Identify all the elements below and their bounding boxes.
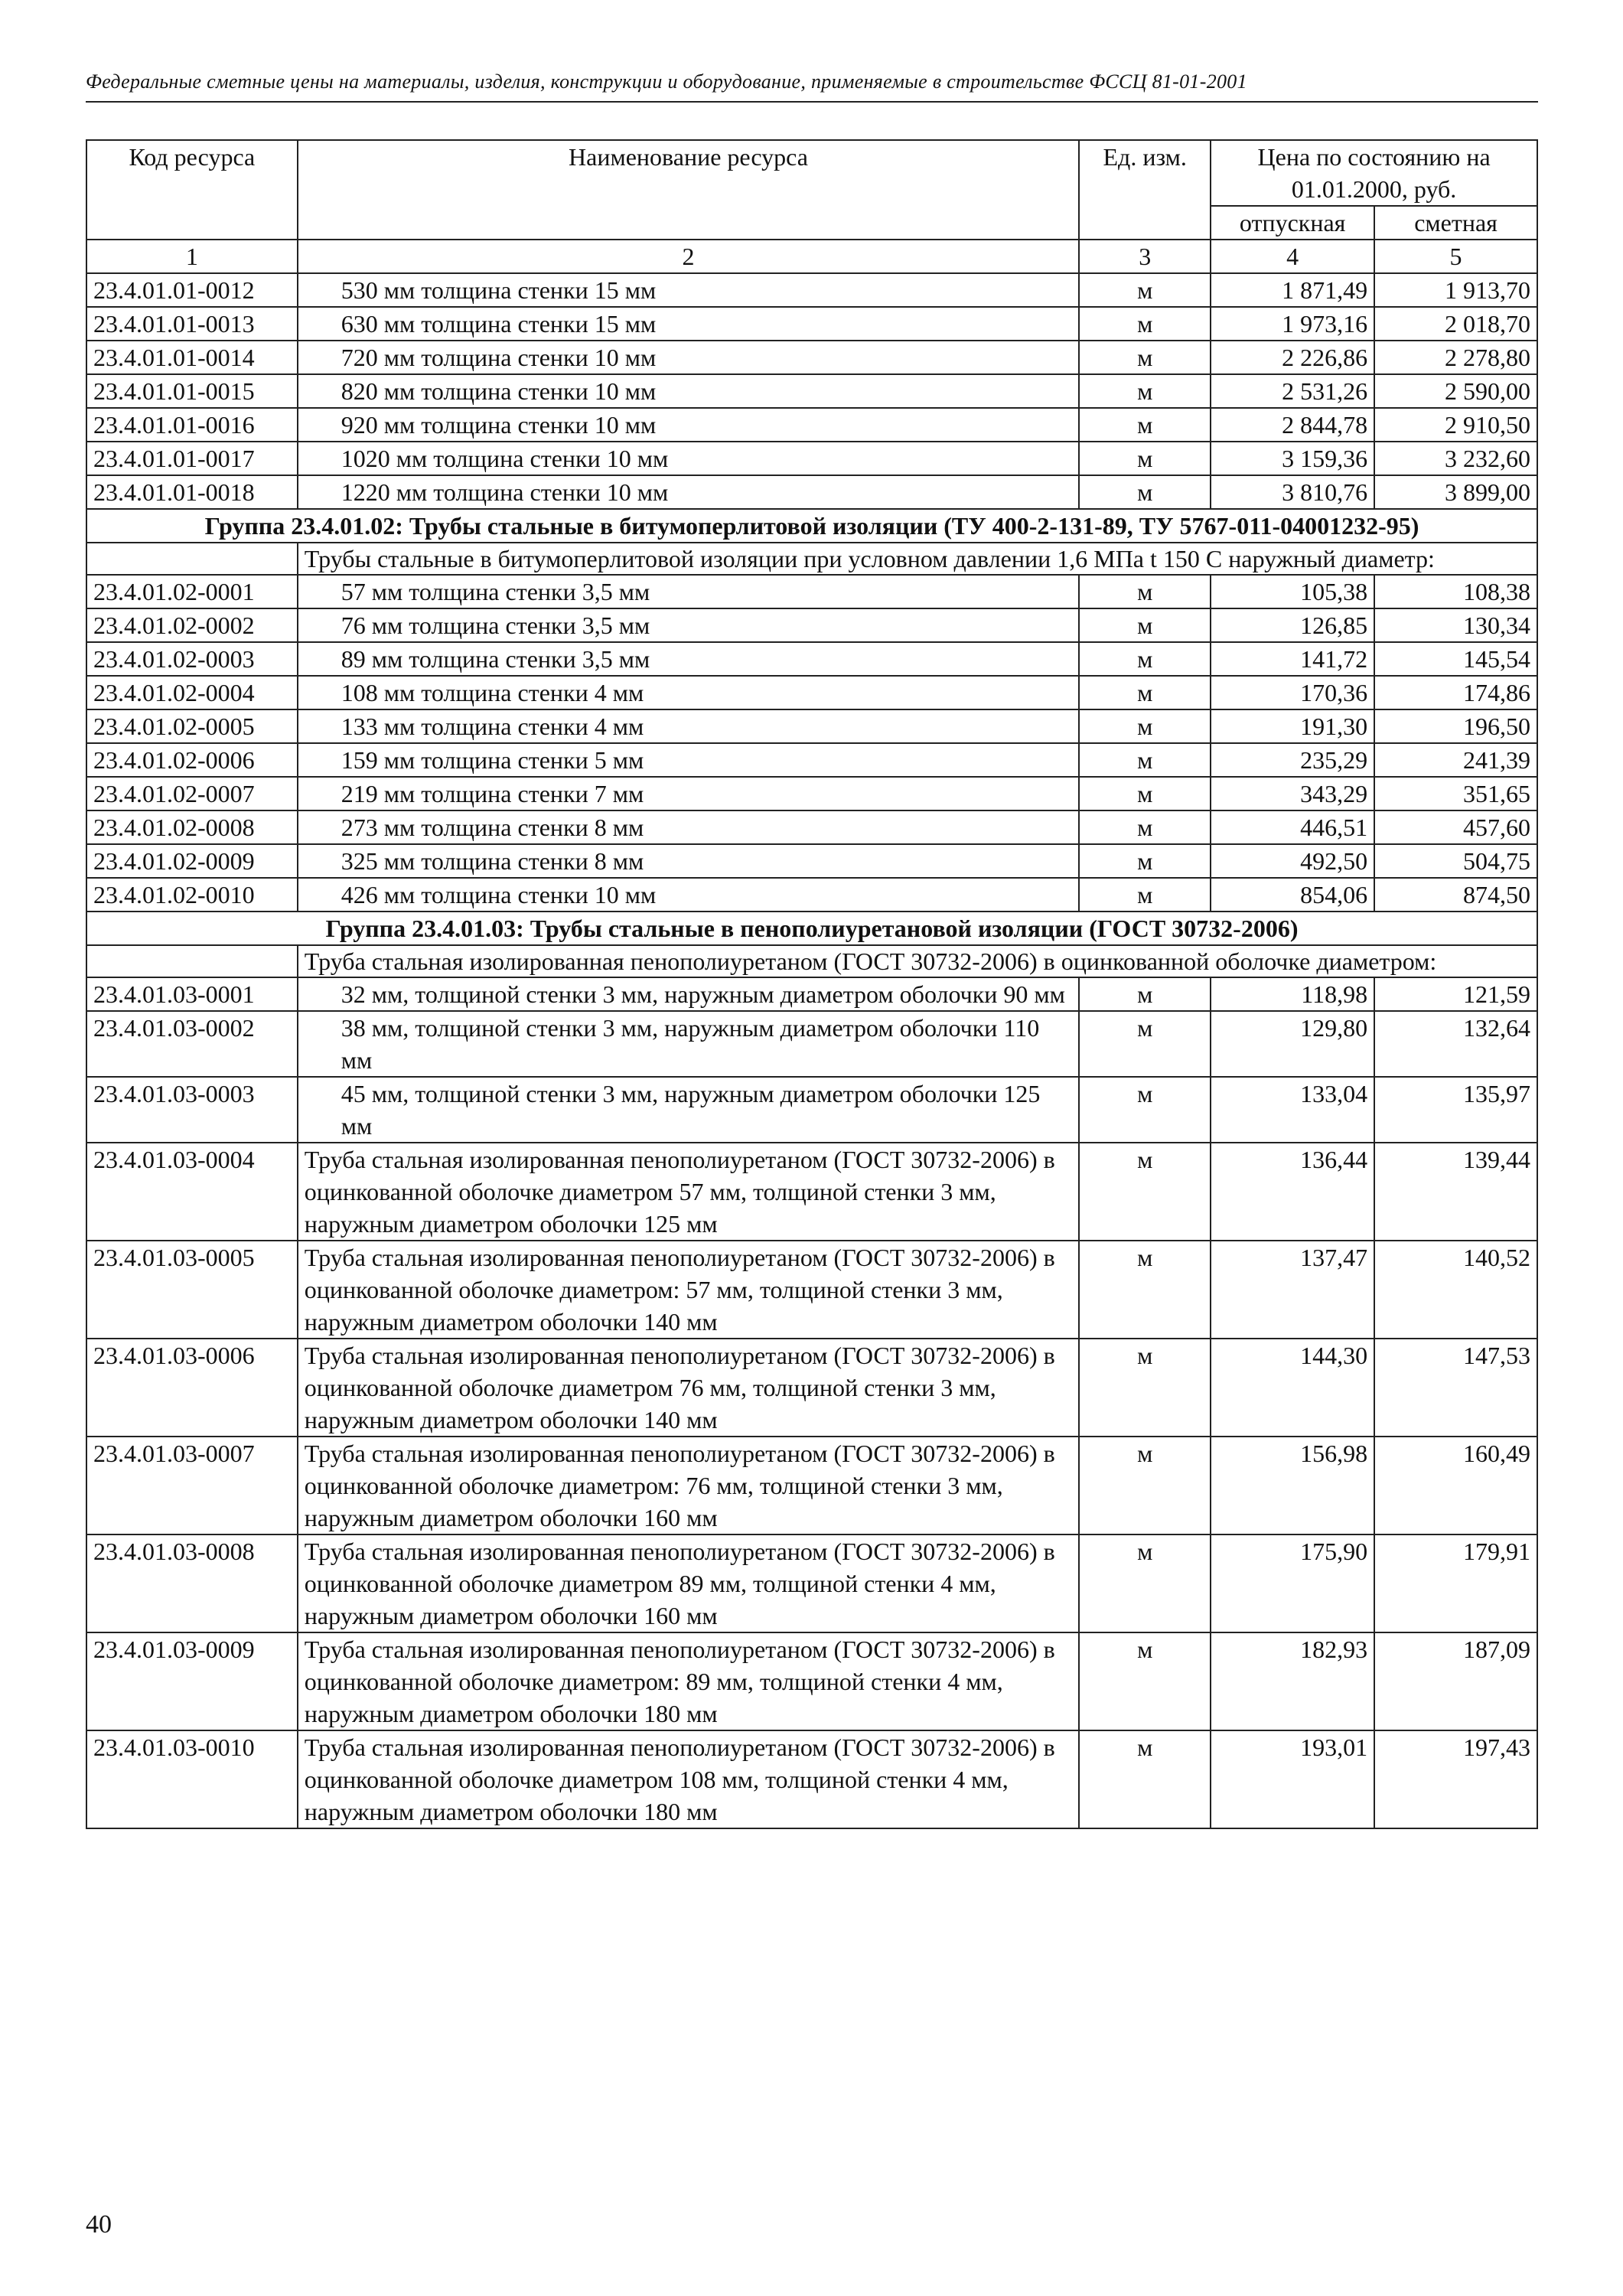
estimate-price: 457,60 [1374,810,1537,844]
resource-name: 530 мм толщина стенки 15 мм [298,273,1079,307]
unit: м [1079,1534,1211,1632]
table-header-row [86,140,1537,206]
resource-code: 23.4.01.03-0009 [86,1632,298,1730]
resource-code: 23.4.01.03-0004 [86,1143,298,1241]
unit: м [1079,408,1211,442]
unit: м [1079,374,1211,408]
estimate-price: 1 913,70 [1374,273,1537,307]
estimate-price: 130,34 [1374,608,1537,642]
resource-code: 23.4.01.01-0016 [86,408,298,442]
table-row [86,777,1537,810]
table-row [86,273,1537,307]
empty-cell [86,945,298,977]
unit: м [1079,575,1211,608]
resource-name: 32 мм, толщиной стенки 3 мм, наружным диаметром оболочки 90 мм [298,977,1079,1011]
table-row [86,844,1537,878]
resource-code: 23.4.01.03-0002 [86,1011,298,1077]
resource-code: 23.4.01.02-0008 [86,810,298,844]
unit: м [1079,676,1211,709]
resource-code: 23.4.01.03-0007 [86,1437,298,1534]
resource-code: 23.4.01.01-0014 [86,341,298,374]
resource-name: 45 мм, толщиной стенки 3 мм, наружным диаметром оболочки 125 мм [298,1077,1079,1143]
table-row [86,810,1537,844]
estimate-price: 241,39 [1374,743,1537,777]
resource-name: 820 мм толщина стенки 10 мм [298,374,1079,408]
release-price: 118,98 [1211,977,1374,1011]
resource-name: 630 мм толщина стенки 15 мм [298,307,1079,341]
column-number: 4 [1211,240,1374,273]
group-heading: Группа 23.4.01.02: Трубы стальные в битумоперлитовой изоляции (ТУ 400-2-131-89, ТУ 5767-011-04001232-95) [86,509,1537,543]
group-heading-row [86,509,1537,543]
resource-code: 23.4.01.03-0005 [86,1241,298,1339]
unit: м [1079,475,1211,509]
release-price: 126,85 [1211,608,1374,642]
resource-name: 426 мм толщина стенки 10 мм [298,878,1079,912]
unit: м [1079,743,1211,777]
column-number: 2 [298,240,1079,273]
resource-name: 57 мм толщина стенки 3,5 мм [298,575,1079,608]
unit: м [1079,1437,1211,1534]
column-number-row [86,240,1537,273]
resource-name: Труба стальная изолированная пенополиуретаном (ГОСТ 30732-2006) в оцинкованной оболочке диаметром 108 мм, толщиной стенки 4 мм, наружным диаметром оболочки 180 мм [298,1730,1079,1828]
group-intro-row [86,945,1537,977]
unit: м [1079,1143,1211,1241]
unit: м [1079,307,1211,341]
resource-code: 23.4.01.02-0001 [86,575,298,608]
release-price: 129,80 [1211,1011,1374,1077]
release-price: 133,04 [1211,1077,1374,1143]
resource-code: 23.4.01.01-0015 [86,374,298,408]
header-price: Цена по состоянию на 01.01.2000, руб. [1211,140,1537,206]
column-number: 3 [1079,240,1211,273]
estimate-price: 3 232,60 [1374,442,1537,475]
table-row [86,374,1537,408]
resource-code: 23.4.01.02-0005 [86,709,298,743]
resource-name: Труба стальная изолированная пенополиуретаном (ГОСТ 30732-2006) в оцинкованной оболочке диаметром 57 мм, толщиной стенки 3 мм, наружным диаметром оболочки 125 мм [298,1143,1079,1241]
estimate-price: 174,86 [1374,676,1537,709]
estimate-price: 2 910,50 [1374,408,1537,442]
estimate-price: 108,38 [1374,575,1537,608]
release-price: 191,30 [1211,709,1374,743]
running-header: Федеральные сметные цены на материалы, изделия, конструкции и оборудование, применяемые в строительстве ФССЦ 81-01-2001 [86,70,1538,103]
group-intro: Труба стальная изолированная пенополиуретаном (ГОСТ 30732-2006) в оцинкованной оболочке диаметром: [298,945,1537,977]
resource-name: Труба стальная изолированная пенополиуретаном (ГОСТ 30732-2006) в оцинкованной оболочке диаметром 76 мм, толщиной стенки 3 мм, наружным диаметром оболочки 140 мм [298,1339,1079,1437]
resource-name: 325 мм толщина стенки 8 мм [298,844,1079,878]
release-price: 156,98 [1211,1437,1374,1534]
header-unit: Ед. изм. [1079,140,1211,240]
table-row [86,1534,1537,1632]
unit: м [1079,608,1211,642]
estimate-price: 139,44 [1374,1143,1537,1241]
header-code: Код ресурса [86,140,298,240]
unit: м [1079,1241,1211,1339]
estimate-price: 145,54 [1374,642,1537,676]
table-row [86,743,1537,777]
price-table [86,139,1538,1829]
table-row [86,307,1537,341]
estimate-price: 197,43 [1374,1730,1537,1828]
group-intro: Трубы стальные в битумоперлитовой изоляции при условном давлении 1,6 МПа t 150 С наружный диаметр: [298,543,1537,575]
release-price: 2 844,78 [1211,408,1374,442]
release-price: 137,47 [1211,1241,1374,1339]
resource-code: 23.4.01.03-0008 [86,1534,298,1632]
release-price: 175,90 [1211,1534,1374,1632]
release-price: 1 871,49 [1211,273,1374,307]
release-price: 170,36 [1211,676,1374,709]
unit: м [1079,709,1211,743]
release-price: 136,44 [1211,1143,1374,1241]
resource-name: 133 мм толщина стенки 4 мм [298,709,1079,743]
table-row [86,642,1537,676]
unit: м [1079,273,1211,307]
resource-code: 23.4.01.02-0002 [86,608,298,642]
release-price: 1 973,16 [1211,307,1374,341]
unit: м [1079,977,1211,1011]
resource-name: Труба стальная изолированная пенополиуретаном (ГОСТ 30732-2006) в оцинкованной оболочке диаметром 89 мм, толщиной стенки 4 мм, наружным диаметром оболочки 160 мм [298,1534,1079,1632]
release-price: 144,30 [1211,1339,1374,1437]
table-row [86,1143,1537,1241]
resource-name: 219 мм толщина стенки 7 мм [298,777,1079,810]
resource-code: 23.4.01.02-0004 [86,676,298,709]
resource-name: Труба стальная изолированная пенополиуретаном (ГОСТ 30732-2006) в оцинкованной оболочке диаметром: 76 мм, толщиной стенки 3 мм, наружным диаметром оболочки 160 мм [298,1437,1079,1534]
resource-name: 76 мм толщина стенки 3,5 мм [298,608,1079,642]
table-row [86,676,1537,709]
page-number: 40 [86,2210,112,2239]
group-heading-row [86,912,1537,945]
estimate-price: 351,65 [1374,777,1537,810]
release-price: 3 810,76 [1211,475,1374,509]
table-row [86,408,1537,442]
resource-name: Труба стальная изолированная пенополиуретаном (ГОСТ 30732-2006) в оцинкованной оболочке диаметром: 89 мм, толщиной стенки 4 мм, наружным диаметром оболочки 180 мм [298,1632,1079,1730]
estimate-price: 3 899,00 [1374,475,1537,509]
estimate-price: 504,75 [1374,844,1537,878]
resource-code: 23.4.01.03-0003 [86,1077,298,1143]
table-row [86,1077,1537,1143]
resource-name: 720 мм толщина стенки 10 мм [298,341,1079,374]
unit: м [1079,1011,1211,1077]
resource-code: 23.4.01.02-0007 [86,777,298,810]
release-price: 3 159,36 [1211,442,1374,475]
table-row [86,608,1537,642]
column-number: 1 [86,240,298,273]
release-price: 105,38 [1211,575,1374,608]
table-row [86,1437,1537,1534]
unit: м [1079,777,1211,810]
estimate-price: 874,50 [1374,878,1537,912]
unit: м [1079,878,1211,912]
resource-code: 23.4.01.03-0001 [86,977,298,1011]
table-row [86,575,1537,608]
unit: м [1079,642,1211,676]
resource-code: 23.4.01.02-0009 [86,844,298,878]
unit: м [1079,442,1211,475]
resource-code: 23.4.01.02-0010 [86,878,298,912]
resource-code: 23.4.01.03-0006 [86,1339,298,1437]
resource-name: 273 мм толщина стенки 8 мм [298,810,1079,844]
resource-code: 23.4.01.01-0018 [86,475,298,509]
estimate-price: 121,59 [1374,977,1537,1011]
estimate-price: 160,49 [1374,1437,1537,1534]
table-row [86,1241,1537,1339]
resource-code: 23.4.01.01-0013 [86,307,298,341]
unit: м [1079,1632,1211,1730]
estimate-price: 179,91 [1374,1534,1537,1632]
estimate-price: 140,52 [1374,1241,1537,1339]
header-release-price: отпускная [1211,206,1374,240]
resource-name: 89 мм толщина стенки 3,5 мм [298,642,1079,676]
resource-code: 23.4.01.01-0012 [86,273,298,307]
table-row [86,977,1537,1011]
estimate-price: 187,09 [1374,1632,1537,1730]
estimate-price: 132,64 [1374,1011,1537,1077]
estimate-price: 2 590,00 [1374,374,1537,408]
group-heading: Группа 23.4.01.03: Трубы стальные в пенополиуретановой изоляции (ГОСТ 30732-2006) [86,912,1537,945]
estimate-price: 196,50 [1374,709,1537,743]
unit: м [1079,341,1211,374]
resource-code: 23.4.01.02-0003 [86,642,298,676]
resource-name: 920 мм толщина стенки 10 мм [298,408,1079,442]
release-price: 492,50 [1211,844,1374,878]
resource-code: 23.4.01.01-0017 [86,442,298,475]
table-row [86,1011,1537,1077]
release-price: 854,06 [1211,878,1374,912]
resource-name: 159 мм толщина стенки 5 мм [298,743,1079,777]
release-price: 2 531,26 [1211,374,1374,408]
release-price: 193,01 [1211,1730,1374,1828]
header-estimate-price: сметная [1374,206,1537,240]
table-row [86,442,1537,475]
release-price: 235,29 [1211,743,1374,777]
unit: м [1079,810,1211,844]
estimate-price: 147,53 [1374,1339,1537,1437]
resource-name: 38 мм, толщиной стенки 3 мм, наружным диаметром оболочки 110 мм [298,1011,1079,1077]
unit: м [1079,1730,1211,1828]
resource-name: 108 мм толщина стенки 4 мм [298,676,1079,709]
release-price: 2 226,86 [1211,341,1374,374]
resource-name: 1220 мм толщина стенки 10 мм [298,475,1079,509]
table-row [86,1632,1537,1730]
release-price: 446,51 [1211,810,1374,844]
unit: м [1079,1339,1211,1437]
resource-code: 23.4.01.03-0010 [86,1730,298,1828]
estimate-price: 135,97 [1374,1077,1537,1143]
table-row [86,475,1537,509]
table-row [86,709,1537,743]
column-number: 5 [1374,240,1537,273]
table-row [86,341,1537,374]
unit: м [1079,1077,1211,1143]
release-price: 182,93 [1211,1632,1374,1730]
estimate-price: 2 018,70 [1374,307,1537,341]
unit: м [1079,844,1211,878]
resource-code: 23.4.01.02-0006 [86,743,298,777]
estimate-price: 2 278,80 [1374,341,1537,374]
resource-name: Труба стальная изолированная пенополиуретаном (ГОСТ 30732-2006) в оцинкованной оболочке диаметром: 57 мм, толщиной стенки 3 мм, наружным диаметром оболочки 140 мм [298,1241,1079,1339]
release-price: 343,29 [1211,777,1374,810]
empty-cell [86,543,298,575]
header-name: Наименование ресурса [298,140,1079,240]
resource-name: 1020 мм толщина стенки 10 мм [298,442,1079,475]
table-row [86,1730,1537,1828]
table-row [86,878,1537,912]
group-intro-row [86,543,1537,575]
release-price: 141,72 [1211,642,1374,676]
table-row [86,1339,1537,1437]
